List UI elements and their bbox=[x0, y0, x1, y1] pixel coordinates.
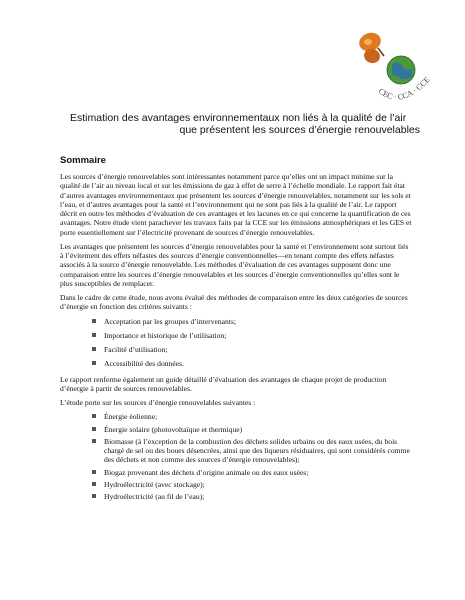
list-item: Hydroélectricité (avec stockage); bbox=[60, 480, 412, 489]
list-item: Biomasse (à l’exception de la combustion des déchets solides urbains ou des eaux usées, du bois chargé de sel ou des boues désencrées, ainsi que des liqueurs résiduaires, qui sont considérés comme des déchets et non comme des sources d’énergie renouvelables); bbox=[60, 437, 412, 465]
paragraph-1: Les sources d’énergie renouvelables sont intéressantes notamment parce qu’elles ont un impact minime sur la qualité de l’air au niveau local et sur les émissions de gaz à effet de serre à l’échelle mondiale. Le rapport fait état d’autres avantages environnementaux que présentent les sources d’énergie renouvelables, notamment sur les sols et l’eau, et d’autres avantages pour la santé et l’environnement qui ne sont pas liés à la qualité de l’air. Le rapport décrit en outre les méthodes d’évaluation de ces avantages et les lacunes en ce qui concerne la quantification de ces avantages. Notre étude vient parachever les travaux faits par la CCE sur les émissions atmosphériques et les GES et porte essentiellement sur l’électricité provenant de sources d’énergie renouvelables. bbox=[60, 172, 412, 237]
paragraph-3: Dans le cadre de cette étude, nous avons évalué des méthodes de comparaison entre les deux catégories de sources d’énergie en fonction des critères suivants : bbox=[60, 293, 408, 312]
bullet-icon bbox=[92, 427, 96, 431]
butterfly-icon bbox=[357, 30, 384, 65]
paragraph-4: Le rapport renferme également un guide détaillé d’évaluation des avantages de chaque projet de production d’énergie à partir de sources renouvelables. bbox=[60, 374, 387, 393]
title-line-2: que présentent les sources d’énergie renouvelables bbox=[179, 124, 420, 136]
bullet-icon bbox=[92, 347, 96, 351]
bullet-icon bbox=[92, 319, 96, 323]
paragraph-5: L’étude porte sur les sources d’énergie renouvelables suivantes : bbox=[60, 398, 256, 407]
bullet-icon bbox=[92, 439, 96, 443]
bullet-icon bbox=[92, 361, 96, 365]
list-item: Énergie éolienne; bbox=[60, 412, 412, 421]
list-item: Importance et historique de l’utilisation; bbox=[60, 331, 412, 340]
document-body bbox=[60, 172, 412, 507]
bullet-icon bbox=[92, 414, 96, 418]
bullet-icon bbox=[92, 494, 96, 498]
logo-text: CEC · CCA · CCE bbox=[376, 75, 432, 102]
list-item: Biogaz provenant des déchets d’origine animale ou des eaux usées; bbox=[60, 468, 412, 477]
list-item: Acceptation par les groupes d’intervenants; bbox=[60, 317, 412, 326]
cec-logo bbox=[356, 30, 446, 115]
paragraph-2: Les avantages que présentent les sources d’énergie renouvelables pour la santé et l’environnement sont surtout liés à l’évitement des effets néfastes des sources d’énergie conventionnelles—en tenant compte des effets néfastes associés à la source d’énergie renouvelable. Les méthodes d’évaluation de ces avantages supposent donc une comparaison entre les sources d’énergie renouvelables et les sources d’énergie conventionnelles qu’elles sont le plus susceptibles de remplacer. bbox=[60, 241, 409, 288]
document-title bbox=[60, 112, 420, 136]
bullet-icon bbox=[92, 470, 96, 474]
list-item: Hydroélectricité (au fil de l’eau); bbox=[60, 492, 412, 501]
sources-list bbox=[60, 412, 412, 501]
bullet-icon bbox=[92, 482, 96, 486]
criteria-list bbox=[60, 317, 412, 369]
bullet-icon bbox=[92, 333, 96, 337]
list-item: Facilité d’utilisation; bbox=[60, 345, 412, 354]
list-item: Énergie solaire (photovoltaïque et thermique) bbox=[60, 425, 412, 434]
list-item: Accessibilité des données. bbox=[60, 359, 412, 368]
globe-icon bbox=[387, 56, 415, 84]
title-line-1: Estimation des avantages environnementaux non liés à la qualité de l’air bbox=[70, 112, 407, 124]
section-heading: Sommaire bbox=[60, 155, 106, 166]
